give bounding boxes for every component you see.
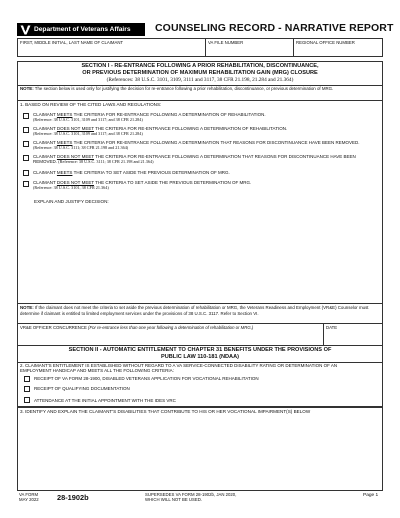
regional-office-field[interactable] (295, 46, 381, 56)
divider (323, 323, 324, 345)
section-2-title-line2: PUBLIC LAW 110-181 (NDAA) (160, 354, 239, 360)
item-1-label: 1. BASED ON REVIEW OF THE CITED LAWS AND REGULATIONS: (20, 102, 162, 107)
divider (205, 38, 206, 57)
checkbox-meets-mrg[interactable] (23, 170, 29, 176)
section-1-title-line1: SECTION I - RE-ENTRANCE FOLLOWING A PRIOR REHABILITATION, DISCONTINUANCE, (81, 63, 319, 69)
form-header (17, 22, 394, 37)
section-2-title-line1: SECTION II - AUTOMATIC ENTITLEMENT TO CHAPTER 31 BENEFITS UNDER THE PROVISIONS OF (68, 347, 332, 353)
date-label: DATE (326, 325, 338, 330)
divider (293, 38, 294, 57)
concurrence-date-field[interactable] (325, 331, 381, 344)
agency-name: Department of Veterans Affairs (34, 26, 131, 33)
checkbox-meets-discontinuance[interactable] (23, 141, 29, 147)
option-receipt-form-28-1900: RECEIPT OF VA FORM 28-1900, DISABLED VETERANS APPLICATION FOR VOCATIONAL REHABILITATION (34, 376, 259, 381)
option-not-meet-discontinuance: CLAIMANT DOES NOT MEET THE CRITERIA FOR RE-ENTRANCE FOLLOWING A DETERMINATION THAT REASONS FOR DISCONTINUANCE HAVE BEEN REMOVED. (Reference: 38 U.S.C. 3111; 38 CFR 21.198 and 21.364) (33, 154, 356, 165)
va-seal-icon (20, 25, 31, 35)
note-2-text: If the claimant does not meet the criteria to set aside the previous determination of rehabilitation or MRG, the Veterans Readiness and Employment (VR&E) Counselor must determine if claimant is entitled to limited employment services under the provisions of 38 U.S.C. 3117. Refer to Section VI. (20, 305, 369, 316)
checkbox-not-meet-mrg[interactable] (23, 181, 29, 187)
regional-office-label: REGIONAL OFFICE NUMBER (296, 40, 355, 45)
agency-banner (17, 23, 145, 36)
item-3-label: 3. IDENTIFY AND EXPLAIN THE CLAIMANT'S DISABILITIES THAT CONTRIBUTE TO HIS OR HER VOCATIONAL IMPAIRMENT(S) BELOW (20, 409, 311, 414)
divider (17, 323, 383, 324)
divider (17, 407, 383, 408)
claimant-name-field[interactable] (19, 46, 203, 56)
divider (17, 303, 383, 304)
form-title: COUNSELING RECORD - NARRATIVE REPORT (155, 22, 394, 34)
concurrence-signature-field[interactable] (19, 331, 321, 344)
option-not-meet-rehabilitation: CLAIMANT DOES NOT MEET THE CRITERIA FOR RE-ENTRANCE FOLLOWING A DETERMINATION OF REHABILITATION. (Reference: 38 U.S.C. 3101, 3109 and 3117; and 38 CFR 21.284) (33, 126, 288, 137)
explain-justify-textarea[interactable] (19, 206, 381, 300)
supersedes-line2: WHICH WILL NOT BE USED. (145, 497, 203, 502)
note-text: The section below is used only for justifying the decision for re-entrance following a prior rehabilitation, discontinuance, or previous determination of MRG. (33, 86, 334, 91)
option-meets-rehabilitation: CLAIMANT MEETS THE CRITERIA FOR RE-ENTRANCE FOLLOWING A DETERMINATION OF REHABILITATION. (Reference: 38 U.S.C. 3101, 3109 and 3117; and 38 CFR 21.284) (33, 112, 266, 123)
divider (17, 100, 383, 101)
form-label: VA FORM (19, 492, 39, 497)
page-number: Page 1 (363, 493, 379, 498)
section-1-note-2 (20, 305, 380, 316)
va-file-number-label: VA FILE NUMBER (208, 40, 244, 45)
disabilities-textarea[interactable] (19, 416, 381, 490)
note-2-label: NOTE: (20, 305, 34, 310)
checkbox-qualifying-documentation[interactable] (24, 386, 30, 392)
option-qualifying-documentation: RECEIPT OF QUALIFYING DOCUMENTATION (34, 386, 130, 391)
section-1-title-line2: OR PREVIOUS DETERMINATION OF MAXIMUM REHABILITATION GAIN (MRG) CLOSURE (82, 70, 318, 76)
option-meets-discontinuance: CLAIMANT MEETS THE CRITERIA FOR RE-ENTRANCE FOLLOWING A DETERMINATION THAT REASONS FOR DISCONTINUANCE HAVE BEEN REMOVED. (Reference: 38 U.S.C. 3111; 38 CFR 21.198 and 21.364) (33, 140, 360, 151)
form-date: MAY 2022 (19, 497, 39, 502)
claimant-name-label: FIRST, MIDDLE INITIAL, LAST NAME OF CLAIMANT (20, 40, 124, 45)
checkbox-not-meet-discontinuance[interactable] (23, 155, 29, 161)
form-number: 28-1902b (57, 493, 89, 502)
supersedes-line1: SUPERSEDES VA FORM 28-1902b, JAN 2020, (145, 492, 237, 497)
va-file-number-field[interactable] (207, 46, 291, 56)
checkbox-receipt-form-28-1900[interactable] (24, 376, 30, 382)
checkbox-meets-rehabilitation[interactable] (23, 113, 29, 119)
section-1-note (20, 86, 380, 92)
option-not-meet-mrg: CLAIMANT DOES NOT MEET THE CRITERIA TO SET ASIDE THE PREVIOUS DETERMINATION OF MRG. (Reference: 38 U.S.C. 3101, 38 CFR 21.364) (33, 180, 252, 191)
note-label: NOTE: (20, 86, 34, 91)
option-ides-vrc-appointment: ATTENDANCE AT THE INITIAL APPOINTMENT WITH THE IDES VRC (34, 398, 176, 403)
explain-label: EXPLAIN AND JUSTIFY DECISION: (34, 199, 109, 204)
checkbox-ides-vrc-appointment[interactable] (24, 397, 30, 403)
form-page (17, 17, 394, 502)
concurrence-label: VR&E OFFICER CONCURRENCE (For re-entrance less than one year following a determination of rehabilitation or MRG.) (20, 325, 254, 330)
item-2-label: 2. CLAIMANT'S ENTITLEMENT IS ESTABLISHED WITHOUT REGARD TO A VA SERVICE-CONNECTED DISABILITY RATING OR DETERMINATION OF AN EMPLOYMENT HANDICAP AND MEETS ALL THE FOLLOWING CRITERIA: (20, 363, 338, 374)
option-meets-mrg: CLAIMANT MEETS THE CRITERIA TO SET ASIDE THE PREVIOUS DETERMINATION OF MRG. (33, 170, 230, 175)
checkbox-not-meet-rehabilitation[interactable] (23, 127, 29, 133)
section-1-references: (References: 38 U.S.C. 3101, 3109, 3111 and 3117, 38 CFR 21.198, 21.284 and 21.364) (106, 77, 294, 83)
